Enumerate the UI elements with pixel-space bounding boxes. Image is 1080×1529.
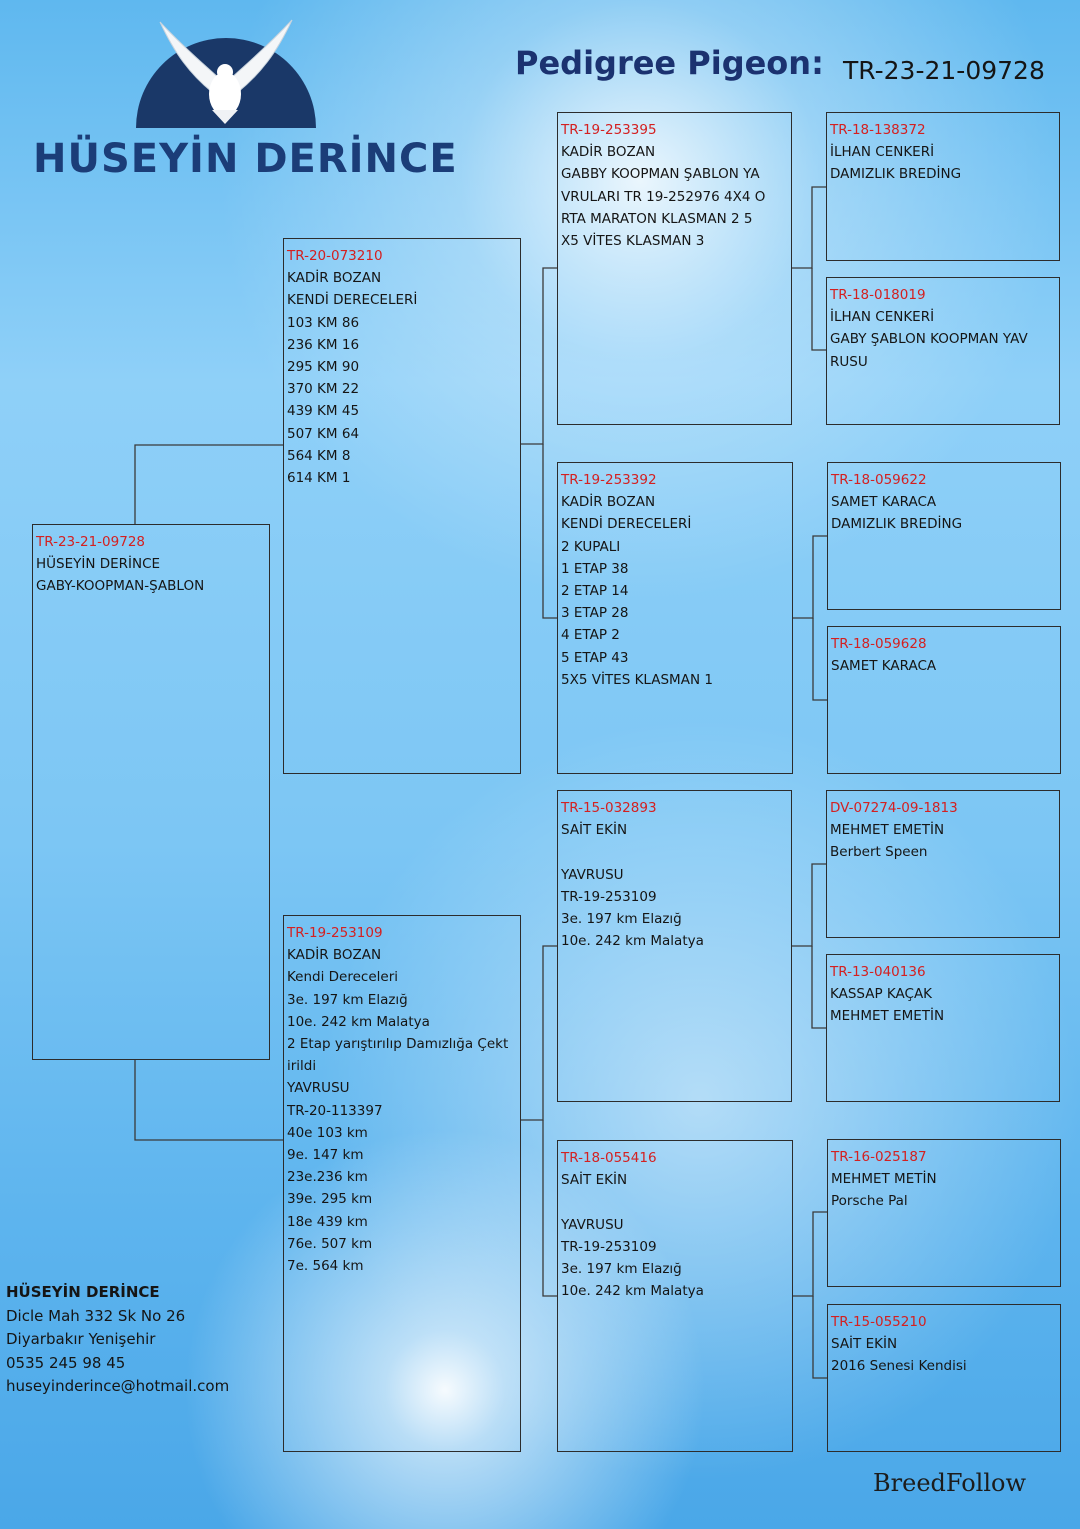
detail-line: GABBY KOOPMAN ŞABLON YA [561, 166, 760, 183]
detail-line: SAİT EKİN [561, 1172, 628, 1189]
ring-number: TR-19-253392 [561, 472, 657, 488]
grandparent-card[interactable] [557, 112, 792, 425]
detail-line: YAVRUSU [287, 1080, 350, 1097]
great-grandparent-card[interactable] [827, 462, 1061, 610]
detail-line: YAVRUSU [561, 1216, 624, 1233]
detail-line: 614 KM 1 [287, 470, 351, 487]
detail-line [561, 841, 787, 863]
detail-line: 2 Etap yarıştırılıp Damızlığa Çekt [287, 1036, 509, 1053]
contact-block [6, 1281, 229, 1399]
detail-line: 9e. 147 km [287, 1147, 364, 1164]
detail-line: KASSAP KAÇAK [830, 986, 933, 1003]
detail-line: YAVRUSU [561, 866, 624, 883]
contact-phone: 0535 245 98 45 [6, 1353, 126, 1372]
ring-number: TR-23-21-09728 [36, 534, 145, 550]
detail-line: 2016 Senesi Kendisi [831, 1358, 967, 1375]
detail-line: MEHMET EMETİN [830, 822, 945, 839]
great-grandparent-card[interactable] [826, 277, 1060, 425]
great-grandparent-card[interactable] [826, 112, 1060, 261]
pedigree-ring-number: TR-23-21-09728 [843, 56, 1045, 85]
ring-number: TR-19-253395 [561, 122, 657, 138]
detail-line: 7e. 564 km [287, 1258, 364, 1275]
detail-line: 3e. 197 km Elazığ [287, 991, 408, 1008]
detail-line: GABY ŞABLON KOOPMAN YAV [830, 331, 1028, 348]
detail-line: 39e. 295 km [287, 1191, 373, 1208]
detail-line: 10e. 242 km Malatya [561, 933, 704, 950]
detail-line: X5 VİTES KLASMAN 3 [561, 233, 705, 250]
ring-number: TR-18-055416 [561, 1150, 657, 1166]
grandparent-card[interactable] [557, 1140, 793, 1452]
detail-line: 236 KM 16 [287, 336, 360, 353]
detail-line: 2 KUPALI [561, 538, 621, 555]
detail-line: MEHMET EMETİN [830, 1008, 945, 1025]
detail-line: 507 KM 64 [287, 425, 360, 442]
great-grandparent-card[interactable] [827, 1139, 1061, 1287]
detail-line: VRULARI TR 19-252976 4X4 O [561, 188, 766, 205]
contact-name: HÜSEYİN DERİNCE [6, 1283, 160, 1301]
detail-line: SAİT EKİN [831, 1336, 898, 1353]
ring-number: TR-16-025187 [831, 1149, 927, 1165]
detail-line: KENDİ DERECELERİ [287, 292, 418, 309]
detail-line: Kendi Dereceleri [287, 969, 398, 986]
detail-line: 40e 103 km [287, 1124, 368, 1141]
brand-name: HÜSEYİN DERİNCE [33, 136, 458, 182]
detail-line: 3e. 197 km Elazığ [561, 911, 682, 927]
ring-number: TR-15-032893 [561, 800, 657, 816]
detail-line: 5X5 VİTES KLASMAN 1 [561, 671, 713, 688]
great-grandparent-card[interactable] [827, 1304, 1061, 1452]
detail-line: 76e. 507 km [287, 1235, 373, 1252]
dam-card[interactable] [283, 915, 521, 1452]
detail-line: Porsche Pal [831, 1193, 908, 1210]
detail-line: GABY-KOOPMAN-ŞABLON [36, 578, 205, 595]
detail-line: 3e. 197 km Elazığ [561, 1261, 682, 1277]
detail-line: KADİR BOZAN [561, 494, 656, 511]
detail-line: İLHAN CENKERİ [830, 144, 935, 161]
detail-line: 18e 439 km [287, 1213, 368, 1230]
detail-line: HÜSEYİN DERİNCE [36, 556, 161, 573]
detail-line: 5 ETAP 43 [561, 649, 629, 666]
detail-line: 10e. 242 km Malatya [561, 1283, 704, 1300]
detail-line: KENDİ DERECELERİ [561, 516, 692, 533]
great-grandparent-card[interactable] [827, 626, 1061, 774]
ring-number: TR-19-253109 [287, 925, 383, 941]
ring-number: TR-18-138372 [830, 122, 926, 138]
detail-line: SAMET KARACA [831, 658, 937, 675]
detail-line: 1 ETAP 38 [561, 560, 629, 577]
detail-line: TR-19-253109 [561, 1238, 657, 1255]
detail-line: KADİR BOZAN [287, 947, 382, 964]
detail-line: RTA MARATON KLASMAN 2 5 [561, 210, 753, 227]
detail-line: SAİT EKİN [561, 822, 628, 839]
detail-line: KADİR BOZAN [287, 270, 382, 287]
sire-card[interactable] [283, 238, 521, 774]
detail-line: İLHAN CENKERİ [830, 309, 935, 326]
pedigree-title: Pedigree Pigeon: [515, 44, 824, 82]
detail-line: irildi [287, 1058, 317, 1075]
detail-line: TR-20-113397 [287, 1102, 383, 1119]
ring-number: DV-07274-09-1813 [830, 800, 958, 816]
grandparent-card[interactable] [557, 462, 793, 774]
contact-email[interactable]: huseyinderince@hotmail.com [6, 1377, 230, 1395]
subject-pigeon-card[interactable] [32, 524, 270, 1060]
detail-line: 4 ETAP 2 [561, 627, 620, 644]
detail-line: SAMET KARACA [831, 494, 937, 511]
ring-number: TR-20-073210 [287, 248, 383, 264]
detail-line: 295 KM 90 [287, 359, 360, 376]
detail-line: DAMIZLIK BREDİNG [831, 516, 963, 533]
detail-line: 370 KM 22 [287, 381, 360, 398]
breedfollow-brand: BreedFollow [873, 1469, 1027, 1497]
ring-number: TR-18-059628 [831, 636, 927, 652]
contact-address-line: Dicle Mah 332 Sk No 26 [6, 1306, 186, 1325]
detail-line: 10e. 242 km Malatya [287, 1013, 430, 1030]
detail-line: DAMIZLIK BREDİNG [830, 166, 962, 183]
detail-line: 3 ETAP 28 [561, 605, 629, 622]
detail-line: RUSU [830, 353, 868, 370]
detail-line: 103 KM 86 [287, 314, 360, 331]
detail-line [561, 1191, 788, 1213]
ring-number: TR-18-018019 [830, 287, 926, 303]
contact-address-line: Diyarbakır Yenişehir [6, 1330, 156, 1348]
grandparent-card[interactable] [557, 790, 792, 1102]
detail-line: KADİR BOZAN [561, 144, 656, 161]
detail-line: 439 KM 45 [287, 403, 360, 420]
detail-line: TR-19-253109 [561, 888, 657, 905]
detail-line: Berbert Speen [830, 844, 928, 861]
ring-number: TR-13-040136 [830, 964, 926, 980]
detail-line: 23e.236 km [287, 1169, 368, 1186]
detail-line: 564 KM 8 [287, 447, 351, 464]
detail-line: MEHMET METİN [831, 1171, 937, 1188]
detail-line: 2 ETAP 14 [561, 583, 629, 600]
great-grandparent-card[interactable] [826, 790, 1060, 938]
ring-number: TR-15-055210 [831, 1314, 927, 1330]
great-grandparent-card[interactable] [826, 954, 1060, 1102]
ring-number: TR-18-059622 [831, 472, 927, 488]
